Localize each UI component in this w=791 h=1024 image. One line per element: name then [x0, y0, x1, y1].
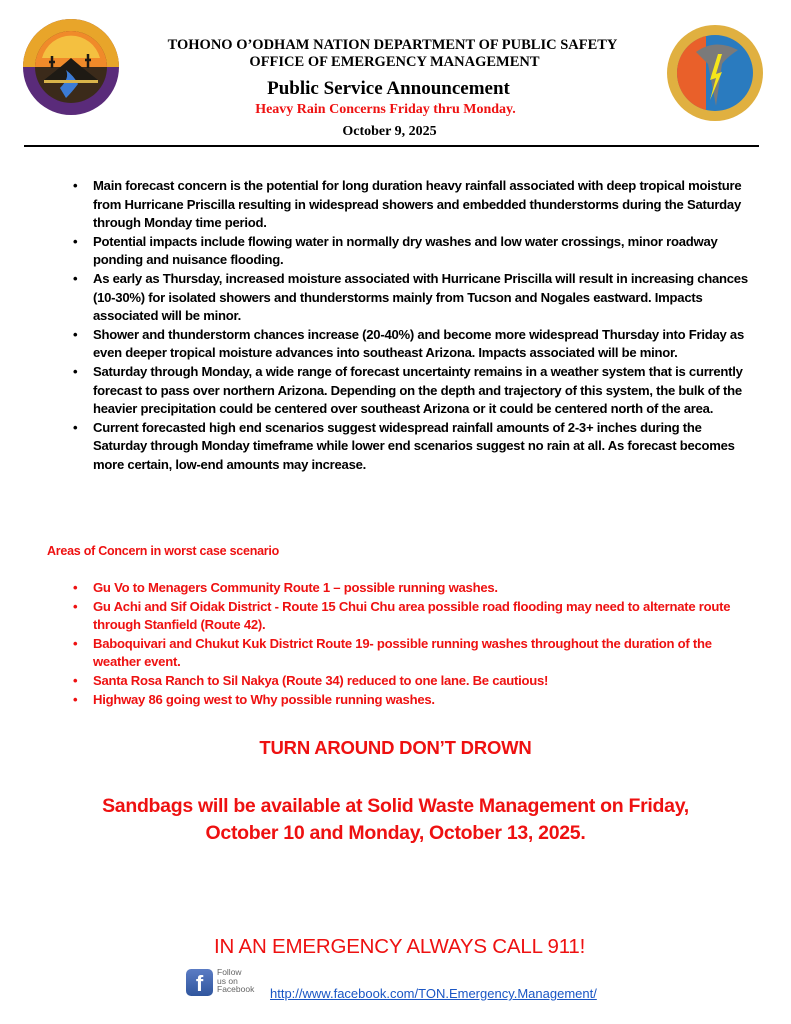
- bullet-icon: •: [73, 691, 78, 707]
- forecast-bullet-list: [73, 177, 753, 475]
- bullet-icon: •: [73, 635, 78, 651]
- follow-us-on-facebook-label: Follow us on Facebook: [217, 967, 255, 994]
- list-item: • As early as Thursday, increased moisture associated with Hurricane Priscilla will result in increasing chances (10-30%) for isolated showers and thunderstorms mainly from Tucson and Nogales eastward. Impacts associated will be minor.: [73, 270, 748, 324]
- list-item: • Gu Achi and Sif Oidak District - Route 15 Chui Chu area possible road flooding may need to alternate route through Stanfield (Route 42).: [73, 598, 731, 633]
- list-item: • Potential impacts include flowing water in normally dry washes and low water crossings, minor roadway ponding and nuisance flooding.: [73, 233, 718, 268]
- emergency-call-notice: IN AN EMERGENCY ALWAYS CALL 911!: [214, 935, 586, 958]
- list-item: • Santa Rosa Ranch to Sil Nakya (Route 34) reduced to one lane. Be cautious!: [93, 672, 753, 691]
- bullet-icon: •: [73, 672, 78, 688]
- list-item: • Saturday through Monday, a wide range of forecast uncertainty remains in a weather system that is currently forecast to pass over northern Arizona. Depending on the depth and trajectory of this system, the bulk of the heavier precipitation could be centered over southeast Arizona or it could be centered north of the area.: [73, 363, 743, 417]
- bullet-icon: •: [73, 598, 78, 614]
- list-item: • Current forecasted high end scenarios suggest widespread rainfall amounts of 2-3+ inches during the Saturday through Monday timeframe while lower end scenarios suggest no rain at all. As forecast becomes more certain, low-end amounts may increase.: [73, 419, 735, 472]
- areas-of-concern-list: [73, 579, 753, 709]
- list-item: • Baboquivari and Chukut Kuk District Route 19- possible running washes throughout the duration of the weather event.: [73, 635, 712, 670]
- sandbags-notice: [0, 793, 791, 847]
- department-name: TOHONO O’ODHAM NATION DEPARTMENT OF PUBLIC SAFETY: [167, 37, 618, 53]
- bullet-icon: •: [73, 419, 78, 435]
- office-name: OFFICE OF EMERGENCY MANAGEMENT: [249, 54, 540, 70]
- areas-of-concern-heading: Areas of Concern in worst case scenario: [47, 544, 280, 558]
- bullet-icon: •: [73, 326, 78, 342]
- sandbags-line-2: October 10 and Monday, October 13, 2025.: [205, 822, 586, 844]
- page-title: Public Service Announcement: [267, 78, 510, 99]
- announcement-date: October 9, 2025: [342, 124, 437, 139]
- bullet-icon: •: [73, 233, 78, 249]
- facebook-page-link[interactable]: http://www.facebook.com/TON.Emergency.Management/: [270, 986, 597, 1001]
- page-subtitle: Heavy Rain Concerns Friday thru Monday.: [255, 102, 516, 117]
- header-divider: [24, 145, 759, 147]
- list-item: • Main forecast concern is the potential for long duration heavy rainfall associated with deep tropical moisture from Hurricane Priscilla resulting in widespread showers and embedded thunderstorms during the Saturday through Monday time period.: [73, 178, 742, 231]
- sandbags-line-1: Sandbags will be available at Solid Waste Management on Friday,: [102, 795, 689, 817]
- list-item: • Gu Vo to Menagers Community Route 1 – possible running washes.: [93, 579, 753, 598]
- list-item: • Highway 86 going west to Why possible running washes.: [93, 691, 753, 710]
- list-item: • Shower and thunderstorm chances increase (20-40%) and become more widespread Thursday into Friday as even deeper tropical moisture advances into southeast Arizona. Impacts associated will be minor.: [73, 326, 744, 361]
- bullet-icon: •: [73, 363, 78, 379]
- bullet-icon: •: [73, 270, 78, 286]
- bullet-icon: •: [73, 580, 78, 595]
- facebook-icon[interactable]: f: [186, 969, 213, 996]
- turn-around-slogan: TURN AROUND DON’T DROWN: [259, 737, 532, 758]
- bullet-icon: •: [73, 178, 78, 193]
